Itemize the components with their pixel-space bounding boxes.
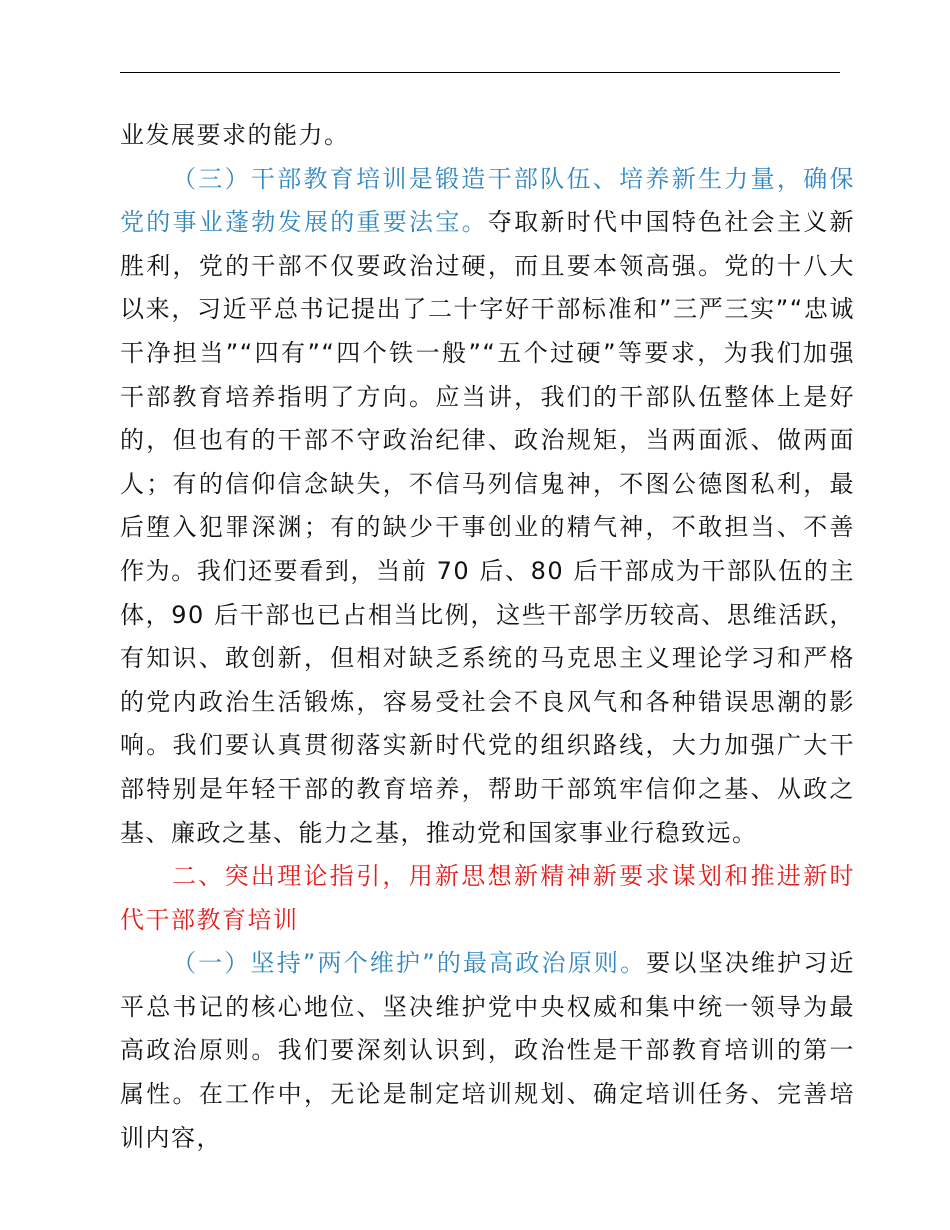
paragraph-one bbox=[120, 942, 855, 1160]
section-heading-text: 二、突出理论指引，用新思想新精神新要求谋划和推进新时代干部教育培训 bbox=[120, 862, 855, 934]
subheading-three: （三）干部教育培训是锻造干部队伍、培养新生力量，确保党的事业蓬勃发展的重要法宝。 bbox=[120, 164, 855, 237]
paragraph-three bbox=[120, 158, 855, 856]
header-rule bbox=[120, 72, 840, 73]
paragraph-text: 要以坚决维护习近平总书记的核心地位、坚决维护党中央权威和集中统一领导为最高政治原则。我们要深刻认识到，政治性是干部教育培训的第一属性。在工作中，无论是制定培训规划、确定培训任务、完善培训内容， bbox=[120, 949, 855, 1152]
paragraph-text: 业发展要求的能力。 bbox=[120, 121, 350, 149]
subheading-one: （一）坚持”两个维护”的最高政治原则。 bbox=[172, 949, 647, 978]
paragraph-text: 夺取新时代中国特色社会主义新胜利，党的干部不仅要政治过硬，而且要本领高强。党的十八大以来，习近平总书记提出了二十字好干部标准和”三严三实”“忠诚干净担当”“四有”“四个铁一般”“五个过硬”等要求，为我们加强干部教育培养指明了方向。应当讲，我们的干部队伍整体上是好的，但也有的干部不守政治纪律、政治规矩，当两面派、做两面人；有的信仰信念缺失，不信马列信鬼神，不图公德图私利，最后堕入犯罪深渊；有的缺少干事创业的精气神，不敢担当、不善作为。我们还要看到，当前 70 后、80 后干部成为干部队伍的主体，90 后干部也已占相当比例，这些干部学历较高、思维活跃，有知识、敢创新，但相对缺乏系统的马克思主义理论学习和严格的党内政治生活锻炼，容易受社会不良风气和各种错误思潮的影响。我们要认真贯彻落实新时代党的组织路线，大力加强广大干部特别是年轻干部的教育培养，帮助干部筑牢信仰之基、从政之基、廉政之基、能力之基，推动党和国家事业行稳致远。 bbox=[120, 208, 856, 847]
document-body bbox=[120, 114, 855, 1160]
paragraph-continued bbox=[120, 114, 855, 158]
section-heading-two bbox=[120, 855, 855, 942]
